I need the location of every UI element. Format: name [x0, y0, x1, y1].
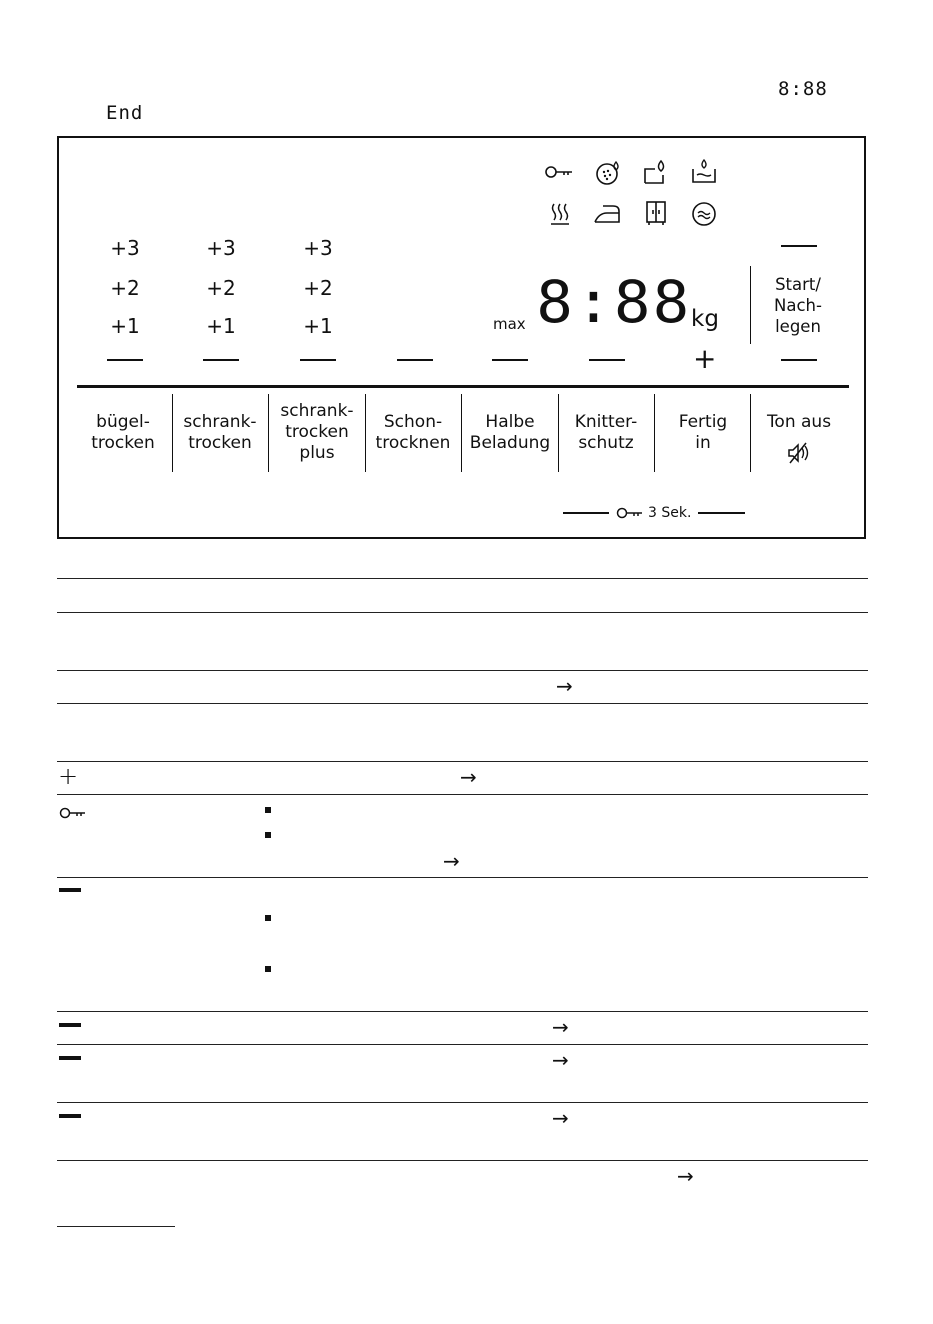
arrow-symbol: →	[552, 1048, 569, 1072]
water-tank-icon	[690, 159, 718, 185]
indicator-dash	[107, 359, 143, 361]
button-fertig-in[interactable]: Fertig in	[678, 412, 728, 453]
arrow-symbol: →	[443, 849, 460, 873]
level-col3-plus1: +1	[303, 314, 333, 338]
kg-unit: kg	[691, 306, 719, 332]
indicator-dash	[397, 359, 433, 361]
panel-divider	[77, 385, 849, 388]
table-rule	[57, 761, 868, 762]
table-rule	[57, 703, 868, 704]
indicator-dash	[492, 359, 528, 361]
plus-indicator: +	[693, 342, 717, 375]
level-col3-plus3: +3	[303, 236, 333, 260]
table-rule	[57, 670, 868, 671]
table-rule	[57, 1011, 868, 1012]
cupboard-icon	[645, 200, 667, 226]
table-rule	[57, 612, 868, 613]
time-weight-display: 8:88	[536, 268, 692, 336]
level-col3-plus2: +2	[303, 276, 333, 300]
level-col1-plus1: +1	[110, 314, 140, 338]
minus-symbol	[59, 1114, 81, 1118]
level-col2-plus2: +2	[206, 276, 236, 300]
key-icon	[59, 805, 87, 821]
heat-icon	[549, 202, 571, 226]
button-buegeltrocken[interactable]: bügel- trocken	[91, 412, 155, 453]
bullet	[265, 915, 271, 921]
arrow-symbol: →	[556, 674, 573, 698]
mute-icon	[786, 441, 812, 465]
arrow-symbol: →	[460, 765, 477, 789]
minus-symbol	[59, 888, 81, 892]
table-rule	[57, 877, 868, 878]
childlock-line-left	[563, 512, 609, 514]
plus-symbol: +	[58, 762, 79, 790]
drum-clean-icon	[595, 160, 623, 186]
start-reload-label: Start/ Nach- legen	[774, 275, 822, 336]
level-col2-plus1: +1	[206, 314, 236, 338]
bullet	[265, 832, 271, 838]
bullet	[265, 807, 271, 813]
arrow-symbol: →	[552, 1106, 569, 1130]
table-rule	[57, 1044, 868, 1045]
iron-icon	[593, 203, 623, 225]
condenser-icon	[643, 159, 671, 185]
indicator-dash	[781, 359, 817, 361]
childlock-duration: 3 Sek.	[648, 505, 692, 521]
button-knitterschutz[interactable]: Knitter- schutz	[574, 412, 638, 453]
end-display-symbol: End	[106, 102, 144, 124]
table-rule	[57, 1102, 868, 1103]
button-schontrocknen[interactable]: Schon- trocknen	[375, 412, 451, 453]
button-ton-aus[interactable]: Ton aus	[766, 412, 832, 432]
minus-symbol	[59, 1056, 81, 1060]
sensor-icon	[691, 201, 717, 227]
control-panel	[57, 136, 866, 539]
level-col1-plus2: +2	[110, 276, 140, 300]
time-display-symbol: 8:88	[778, 78, 828, 100]
start-indicator-dash	[781, 245, 817, 247]
indicator-dash	[203, 359, 239, 361]
button-separator	[750, 394, 751, 472]
indicator-dash	[300, 359, 336, 361]
key-icon	[616, 505, 644, 521]
childlock-line-right	[698, 512, 745, 514]
button-schranktrocken-plus[interactable]: schrank- trocken plus	[280, 401, 354, 463]
button-schranktrocken[interactable]: schrank- trocken	[183, 412, 257, 453]
arrow-symbol: →	[677, 1164, 694, 1188]
button-halbe-beladung[interactable]: Halbe Beladung	[469, 412, 551, 453]
max-label: max	[493, 315, 526, 333]
bullet	[265, 966, 271, 972]
table-rule	[57, 1160, 868, 1161]
table-rule	[57, 794, 868, 795]
footnote-rule	[57, 1226, 175, 1227]
table-rule	[57, 578, 868, 579]
level-col2-plus3: +3	[206, 236, 236, 260]
key-icon	[544, 162, 574, 182]
arrow-symbol: →	[552, 1015, 569, 1039]
minus-symbol	[59, 1023, 81, 1027]
level-col1-plus3: +3	[110, 236, 140, 260]
indicator-dash	[589, 359, 625, 361]
